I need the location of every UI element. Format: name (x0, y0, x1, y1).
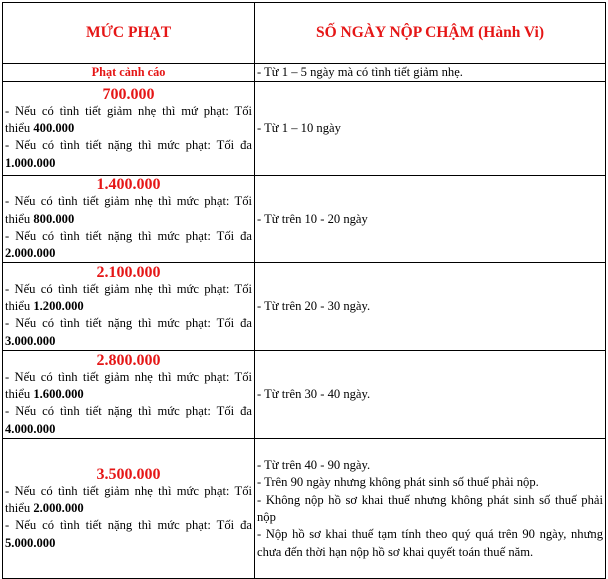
mitigating-text (5, 281, 252, 316)
days-item: - Nộp hồ sơ khai thuế tạm tính theo quý quá trên 90 ngày, nhưng chưa đến thời hạn nộp hồ sơ khai quyết toán thuế năm. (257, 527, 603, 559)
max-label: - Nếu có tình tiết nặng thì mức phạt: Tối đa (5, 138, 252, 153)
penalty-table (2, 2, 606, 579)
min-label: - Nếu có tình tiết giảm nhẹ thì mức phạt: Tối thiểu (5, 483, 252, 516)
max-value: 1.000.000 (5, 155, 56, 170)
max-label: - Nếu có tình tiết nặng thì mức phạt: Tối đa (5, 404, 252, 419)
mitigating-text (5, 369, 252, 404)
min-value: 1.600.000 (33, 387, 84, 402)
min-label: - Nếu có tình tiết giảm nhẹ thì mứ phạt: Tối thiểu (5, 103, 252, 135)
days-item: - Không nộp hồ sơ khai thuế nhưng không phát sinh số thuế phải nộp (257, 492, 603, 524)
header-row (3, 3, 606, 64)
header-days: SỐ NGÀY NỘP CHẬM (Hành Vi) (255, 3, 606, 64)
min-value: 400.000 (33, 121, 75, 135)
days-cell (255, 439, 606, 579)
aggravating-text (5, 228, 252, 263)
mitigating-text (5, 193, 252, 228)
penalty-row (3, 351, 606, 439)
min-label: - Nếu có tình tiết giảm nhẹ thì mức phạt: Tối thiểu (5, 281, 252, 314)
aggravating-text (5, 137, 252, 172)
aggravating-text (5, 517, 252, 552)
min-value: 800.000 (33, 211, 75, 226)
header-penalty: MỨC PHẠT (3, 3, 255, 64)
days-cell: - Từ trên 10 - 20 ngày (255, 176, 606, 263)
aggravating-text (5, 315, 252, 350)
min-label: - Nếu có tình tiết giảm nhẹ thì mức phạt: Tối thiểu (5, 194, 252, 226)
max-value: 3.000.000 (5, 333, 56, 348)
min-value: 1.200.000 (33, 299, 84, 314)
max-value: 5.000.000 (5, 535, 56, 550)
penalty-row (3, 176, 606, 263)
mitigating-text (5, 103, 252, 138)
max-label: - Nếu có tình tiết nặng thì mức phạt: Tối đa (5, 316, 252, 331)
days-item: - Từ trên 40 - 90 ngày. (257, 458, 371, 473)
max-value: 4.000.000 (5, 421, 56, 436)
mitigating-text (5, 483, 252, 518)
penalty-row (3, 82, 606, 176)
penalty-amount: 700.000 (102, 85, 155, 103)
max-value: 2.000.000 (5, 246, 56, 261)
warning-penalty: Phạt cảnh cáo (91, 65, 166, 79)
penalty-row (3, 439, 606, 579)
min-label: - Nếu có tình tiết giảm nhẹ thì mức phạt: Tối thiểu (5, 369, 252, 402)
days-cell: - Từ trên 30 - 40 ngày. (255, 351, 606, 439)
penalty-amount: 2.800.000 (96, 351, 161, 369)
min-value: 2.000.000 (33, 501, 84, 516)
days-cell: - Từ trên 20 - 30 ngày. (255, 263, 606, 351)
days-item: - Trên 90 ngày nhưng không phát sinh số thuế phải nộp. (257, 475, 539, 490)
days-cell: - Từ 1 – 10 ngày (255, 82, 606, 176)
penalty-amount: 3.500.000 (96, 465, 161, 483)
aggravating-text (5, 403, 252, 438)
warning-days: - Từ 1 – 5 ngày mà có tình tiết giảm nhẹ. (255, 64, 606, 82)
penalty-amount: 1.400.000 (96, 176, 161, 194)
penalty-row (3, 263, 606, 351)
penalty-amount: 2.100.000 (96, 263, 161, 281)
warning-row (3, 64, 606, 82)
max-label: - Nếu có tình tiết nặng thì mức phạt: Tối đa (5, 518, 252, 533)
max-label: - Nếu có tình tiết nặng thì mức phạt: Tối đa (5, 228, 252, 243)
